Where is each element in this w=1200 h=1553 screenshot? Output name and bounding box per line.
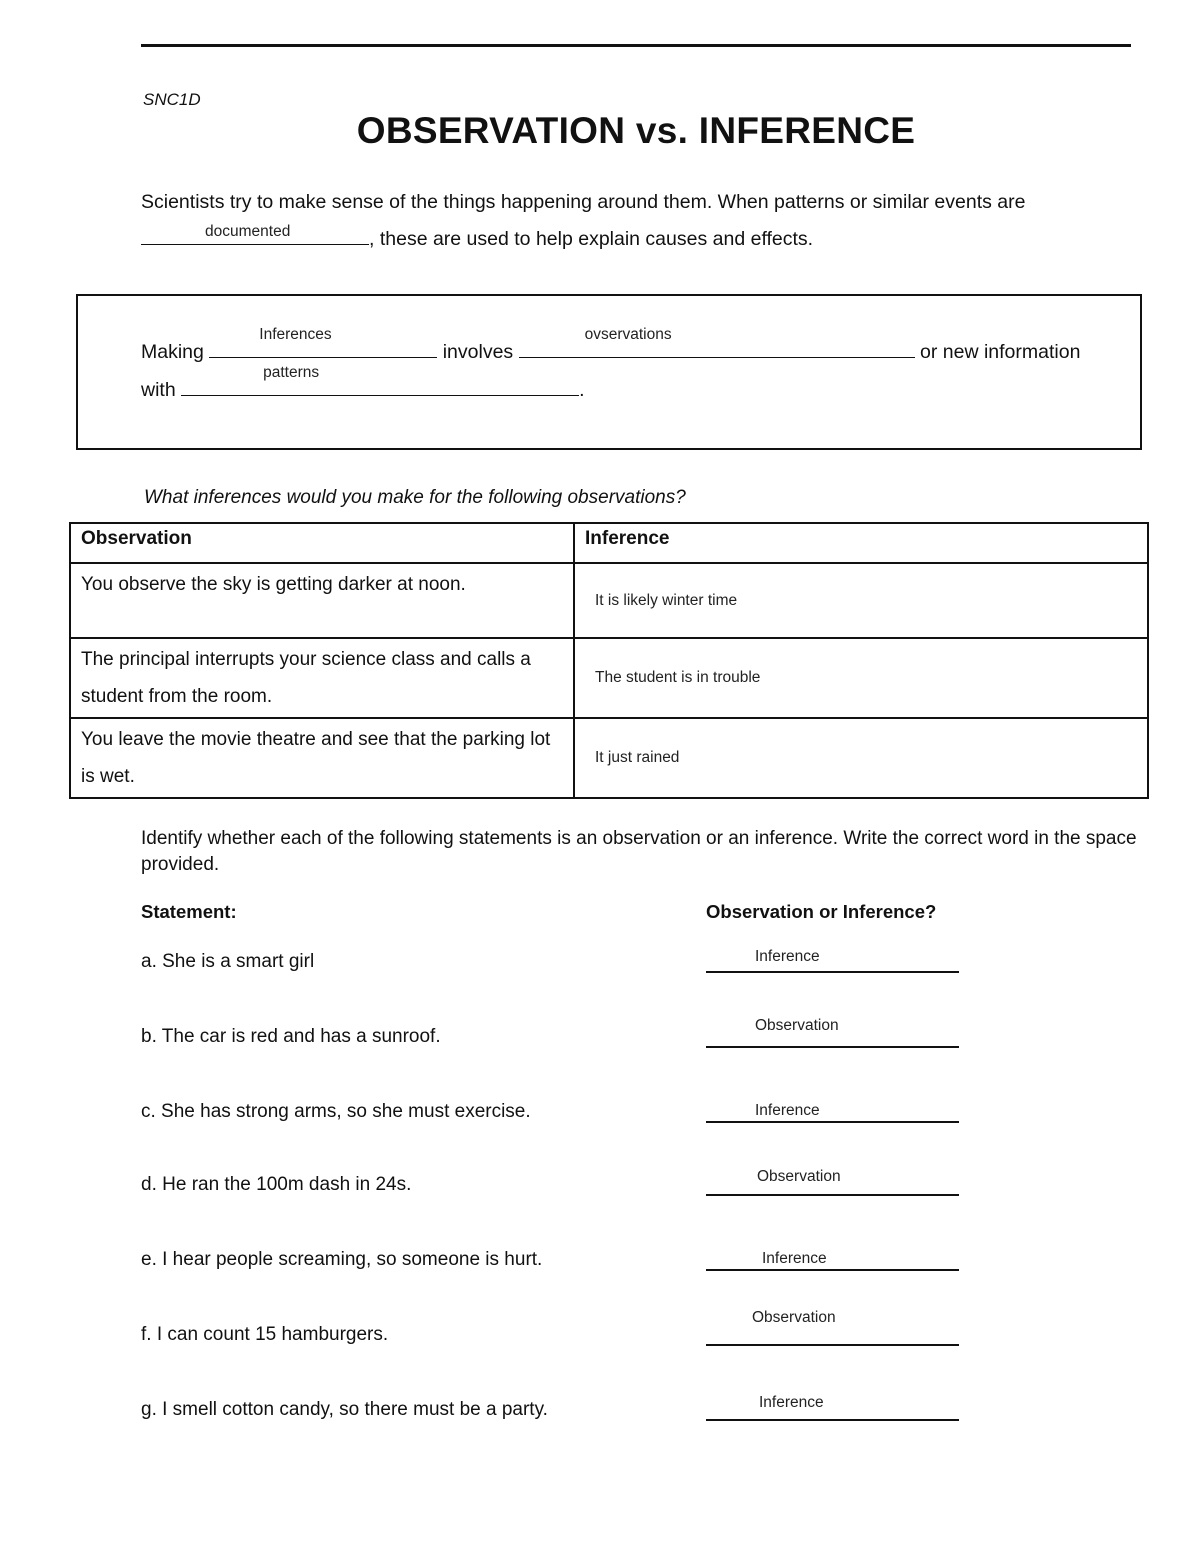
answer-g: Inference xyxy=(759,1394,824,1411)
answer-a: Inference xyxy=(755,948,820,965)
definition-blank-2[interactable] xyxy=(519,326,915,358)
definition-line-2 xyxy=(141,364,585,402)
definition-blank-2-answer: ovservations xyxy=(584,326,672,343)
inference-cell[interactable]: The student is in trouble xyxy=(574,638,1148,718)
definition-line-1 xyxy=(141,326,1081,364)
inference-cell[interactable]: It just rained xyxy=(574,718,1148,798)
answer-d: Observation xyxy=(757,1168,841,1185)
word-making: Making xyxy=(141,341,204,363)
statement-header: Statement: xyxy=(141,901,237,922)
answer-line-e[interactable] xyxy=(706,1269,959,1271)
observation-table xyxy=(69,522,1149,799)
answer-line-d[interactable] xyxy=(706,1194,959,1196)
definition-blank-3[interactable] xyxy=(181,364,579,396)
statement-c: c. She has strong arms, so she must exercise. xyxy=(141,1101,531,1122)
header-observation: Observation xyxy=(70,523,574,563)
text-new-information: or new information xyxy=(920,341,1081,363)
inference-cell[interactable]: It is likely winter time xyxy=(574,563,1148,638)
table-row xyxy=(70,638,1148,718)
answer-b: Observation xyxy=(755,1017,839,1034)
definition-period: . xyxy=(579,379,585,401)
table-header-row xyxy=(70,523,1148,563)
definition-blank-1-answer: Inferences xyxy=(259,326,332,343)
header-inference: Inference xyxy=(574,523,1148,563)
definition-blank-3-answer: patterns xyxy=(263,364,320,381)
answer-header: Observation or Inference? xyxy=(706,901,937,922)
intro-text-part2: , these are used to help explain causes and effects. xyxy=(369,228,814,250)
answer-line-b[interactable] xyxy=(706,1046,959,1048)
top-rule xyxy=(141,44,1131,47)
answer-e: Inference xyxy=(762,1250,827,1267)
statement-b: b. The car is red and has a sunroof. xyxy=(141,1026,441,1047)
intro-paragraph xyxy=(141,184,1141,258)
definition-box xyxy=(76,294,1142,450)
answer-c: Inference xyxy=(755,1102,820,1119)
answer-f: Observation xyxy=(752,1309,836,1326)
definition-blank-1[interactable] xyxy=(209,326,437,358)
statement-a: a. She is a smart girl xyxy=(141,951,315,972)
observation-cell: You observe the sky is getting darker at noon. xyxy=(70,563,574,638)
table-row xyxy=(70,563,1148,638)
statement-g: g. I smell cotton candy, so there must be a party. xyxy=(141,1399,548,1420)
answer-line-c[interactable] xyxy=(706,1121,959,1123)
statement-e: e. I hear people screaming, so someone is hurt. xyxy=(141,1249,543,1270)
observation-cell: You leave the movie theatre and see that the parking lot is wet. xyxy=(70,718,574,798)
word-involves: involves xyxy=(442,341,514,363)
intro-blank[interactable] xyxy=(141,223,369,245)
inference-question: What inferences would you make for the following observations? xyxy=(144,487,686,508)
answer-line-a[interactable] xyxy=(706,971,959,973)
answer-line-g[interactable] xyxy=(706,1419,959,1421)
identify-instructions: Identify whether each of the following statements is an observation or an inference. Write the correct word in the space provided. xyxy=(141,828,1137,875)
course-code: SNC1D xyxy=(143,90,201,109)
observation-cell: The principal interrupts your science class and calls a student from the room. xyxy=(70,638,574,718)
answer-line-f[interactable] xyxy=(706,1344,959,1346)
table-row xyxy=(70,718,1148,798)
statement-f: f. I can count 15 hamburgers. xyxy=(141,1324,389,1345)
intro-blank-answer: documented xyxy=(205,223,291,240)
statement-d: d. He ran the 100m dash in 24s. xyxy=(141,1174,412,1195)
page-title: OBSERVATION vs. INFERENCE xyxy=(356,110,916,151)
intro-text-part1: Scientists try to make sense of the things happening around them. When patterns or similar events are xyxy=(141,191,1026,213)
word-with: with xyxy=(141,379,176,401)
